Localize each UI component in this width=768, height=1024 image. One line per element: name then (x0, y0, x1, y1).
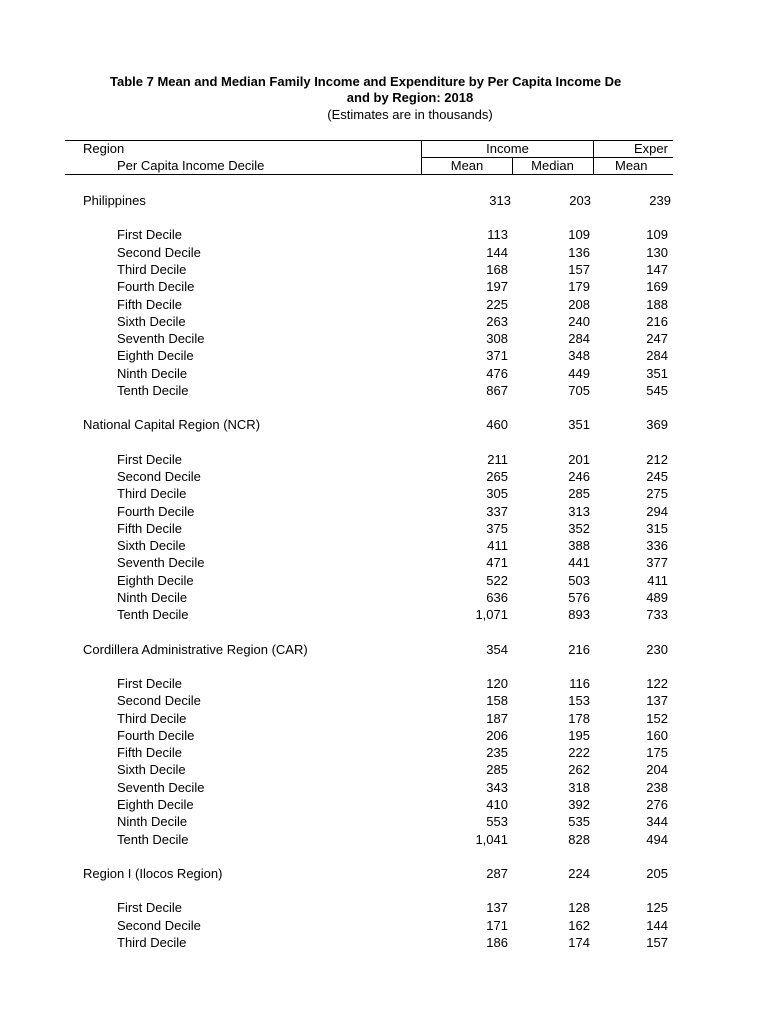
decile-value-exp-mean: 188 (646, 296, 668, 312)
decile-value-exp-mean: 247 (646, 331, 668, 347)
decile-label: Fifth Decile (117, 520, 183, 536)
decile-value-mean: 171 (486, 917, 508, 933)
decile-value-mean: 265 (486, 468, 508, 484)
decile-label: Fourth Decile (117, 279, 195, 295)
decile-label: Third Decile (117, 710, 187, 726)
decile-value-mean: 187 (486, 710, 508, 726)
decile-value-mean: 308 (486, 331, 508, 347)
decile-value-median: 201 (568, 451, 590, 467)
decile-label: First Decile (117, 451, 183, 467)
decile-value-exp-mean: 122 (646, 675, 668, 691)
decile-value-median: 195 (568, 727, 590, 743)
decile-value-median: 157 (568, 261, 590, 277)
decile-value-mean: 158 (486, 693, 508, 709)
decile-label: Sixth Decile (117, 762, 186, 778)
decile-value-median: 828 (568, 831, 590, 847)
header-divider (593, 140, 594, 174)
decile-value-exp-mean: 144 (646, 917, 668, 933)
decile-label: Third Decile (117, 261, 187, 277)
decile-value-mean: 337 (486, 503, 508, 519)
decile-value-exp-mean: 130 (646, 244, 668, 260)
decile-value-mean: 522 (486, 572, 508, 588)
decile-value-exp-mean: 494 (646, 831, 668, 847)
decile-value-median: 240 (568, 313, 590, 329)
decile-label: First Decile (117, 227, 183, 243)
decile-value-median: 136 (568, 244, 590, 260)
decile-value-exp-mean: 344 (646, 814, 668, 830)
header-income-mean: Mean (450, 158, 484, 173)
decile-value-exp-mean: 160 (646, 727, 668, 743)
decile-value-median: 208 (568, 296, 590, 312)
decile-value-exp-mean: 245 (646, 468, 668, 484)
decile-value-exp-mean: 147 (646, 261, 668, 277)
decile-value-mean: 375 (486, 520, 508, 536)
table-title-line2: and by Region: 2018 (346, 90, 474, 105)
header-income: Income (486, 141, 529, 156)
decile-value-median: 318 (568, 779, 590, 795)
region-name: National Capital Region (NCR) (83, 417, 261, 433)
decile-value-mean: 553 (486, 814, 508, 830)
region-total-exp-mean: 239 (649, 193, 671, 208)
decile-value-exp-mean: 276 (646, 797, 668, 812)
decile-label: Third Decile (117, 486, 187, 502)
decile-label: Fifth Decile (117, 745, 183, 761)
decile-value-median: 449 (568, 365, 590, 381)
decile-value-median: 284 (568, 331, 590, 347)
decile-value-mean: 197 (486, 279, 508, 295)
decile-value-exp-mean: 169 (646, 279, 668, 295)
decile-value-mean: 186 (486, 934, 508, 950)
decile-value-median: 162 (568, 917, 590, 933)
decile-label: Second Decile (117, 917, 201, 933)
region-total-mean: 354 (486, 641, 508, 657)
decile-value-median: 352 (568, 520, 590, 536)
decile-label: Second Decile (117, 693, 201, 709)
decile-value-mean: 206 (486, 727, 508, 743)
decile-value-mean: 1,041 (475, 831, 508, 847)
decile-value-median: 179 (568, 279, 590, 295)
table-note: (Estimates are in thousands) (327, 107, 493, 122)
decile-value-exp-mean: 175 (646, 745, 668, 761)
decile-label: Tenth Decile (117, 607, 189, 623)
region-total-exp-mean: 205 (646, 865, 668, 881)
region-name: Region I (Ilocos Region) (83, 865, 223, 881)
header-expenditure: Exper (634, 141, 668, 156)
decile-value-mean: 235 (486, 745, 508, 761)
decile-value-mean: 305 (486, 486, 508, 502)
region-total-median: 351 (568, 417, 590, 433)
header-expenditure-mean: Mean (615, 158, 648, 173)
decile-value-median: 576 (568, 590, 590, 605)
decile-label: Fourth Decile (117, 503, 195, 519)
decile-value-exp-mean: 545 (646, 383, 668, 398)
decile-value-median: 116 (569, 675, 590, 691)
decile-value-exp-mean: 294 (646, 503, 668, 519)
decile-value-exp-mean: 125 (646, 900, 668, 916)
decile-label: Second Decile (117, 468, 201, 484)
decile-label: Eighth Decile (117, 572, 194, 588)
decile-value-mean: 636 (486, 590, 508, 605)
decile-value-exp-mean: 284 (646, 348, 668, 364)
region-name: Cordillera Administrative Region (CAR) (83, 641, 308, 657)
decile-label: First Decile (117, 900, 183, 916)
decile-value-exp-mean: 275 (646, 486, 668, 502)
decile-value-median: 128 (568, 900, 590, 916)
decile-label: Third Decile (117, 934, 187, 950)
decile-label: Seventh Decile (117, 331, 205, 347)
decile-label: Ninth Decile (117, 365, 188, 381)
decile-value-median: 535 (568, 814, 590, 830)
decile-value-exp-mean: 315 (646, 520, 668, 536)
decile-value-median: 262 (568, 762, 590, 778)
decile-value-exp-mean: 152 (646, 710, 668, 726)
decile-value-exp-mean: 109 (646, 227, 668, 243)
decile-value-mean: 476 (486, 365, 508, 381)
decile-value-mean: 144 (486, 244, 508, 260)
decile-value-mean: 343 (486, 779, 508, 795)
decile-value-exp-mean: 377 (646, 555, 668, 571)
decile-label: Tenth Decile (117, 831, 189, 847)
decile-value-median: 246 (568, 468, 590, 484)
decile-value-mean: 411 (487, 538, 508, 554)
decile-label: Eighth Decile (117, 797, 194, 812)
region-total-median: 224 (568, 865, 590, 881)
decile-value-exp-mean: 157 (646, 934, 668, 950)
region-total-median: 216 (568, 641, 590, 657)
region-total-mean: 460 (486, 417, 508, 433)
decile-value-mean: 211 (487, 451, 508, 467)
decile-value-exp-mean: 733 (646, 607, 668, 623)
decile-value-mean: 1,071 (475, 607, 508, 623)
decile-label: Sixth Decile (117, 313, 186, 329)
table-title: Table 7 Mean and Median Family Income and Expenditure by Per Capita Income De (110, 74, 622, 89)
decile-label: Ninth Decile (117, 814, 188, 830)
decile-value-exp-mean: 336 (646, 538, 668, 554)
decile-value-median: 313 (568, 503, 590, 519)
decile-label: Seventh Decile (117, 779, 205, 795)
decile-value-median: 705 (568, 383, 590, 398)
decile-value-median: 503 (568, 572, 590, 588)
decile-value-exp-mean: 212 (646, 451, 668, 467)
decile-label: Eighth Decile (117, 348, 194, 364)
decile-value-mean: 263 (486, 313, 508, 329)
decile-label: Second Decile (117, 244, 201, 260)
decile-value-exp-mean: 351 (646, 365, 668, 381)
decile-value-exp-mean: 489 (646, 590, 668, 605)
decile-value-exp-mean: 137 (646, 693, 668, 709)
decile-value-mean: 137 (486, 900, 508, 916)
decile-label: Ninth Decile (117, 590, 188, 605)
decile-value-median: 285 (568, 486, 590, 502)
decile-value-mean: 225 (486, 296, 508, 312)
region-name: Philippines (83, 193, 146, 208)
decile-label: Tenth Decile (117, 383, 189, 398)
decile-value-exp-mean: 238 (646, 779, 668, 795)
region-total-mean: 313 (489, 193, 511, 208)
region-total-mean: 287 (486, 865, 508, 881)
decile-value-median: 222 (568, 745, 590, 761)
decile-value-mean: 285 (486, 762, 508, 778)
decile-value-mean: 120 (486, 675, 508, 691)
decile-label: First Decile (117, 675, 183, 691)
header-bottom-rule (65, 174, 673, 175)
decile-label: Sixth Decile (117, 538, 186, 554)
decile-value-mean: 168 (486, 261, 508, 277)
decile-value-exp-mean: 204 (646, 762, 668, 778)
decile-value-median: 392 (568, 797, 590, 812)
decile-value-median: 348 (568, 348, 590, 364)
region-total-exp-mean: 369 (646, 417, 668, 433)
decile-value-median: 893 (568, 607, 590, 623)
decile-value-exp-mean: 216 (646, 313, 668, 329)
decile-value-median: 174 (568, 934, 590, 950)
decile-label: Fourth Decile (117, 727, 195, 743)
decile-value-mean: 371 (486, 348, 508, 364)
decile-value-mean: 113 (487, 227, 508, 243)
header-decile: Per Capita Income Decile (117, 158, 265, 173)
region-total-median: 203 (569, 193, 591, 208)
decile-value-mean: 410 (486, 797, 508, 812)
decile-label: Fifth Decile (117, 296, 183, 312)
decile-value-median: 388 (568, 538, 590, 554)
decile-value-exp-mean: 411 (647, 572, 668, 588)
decile-value-median: 109 (568, 227, 590, 243)
header-region: Region (83, 141, 125, 156)
decile-value-mean: 471 (486, 555, 508, 571)
region-total-exp-mean: 230 (646, 641, 668, 657)
decile-value-median: 153 (568, 693, 590, 709)
decile-label: Seventh Decile (117, 555, 205, 571)
decile-value-median: 441 (568, 555, 590, 571)
decile-value-mean: 867 (486, 383, 508, 398)
header-income-median: Median (531, 158, 574, 173)
decile-value-median: 178 (568, 710, 590, 726)
